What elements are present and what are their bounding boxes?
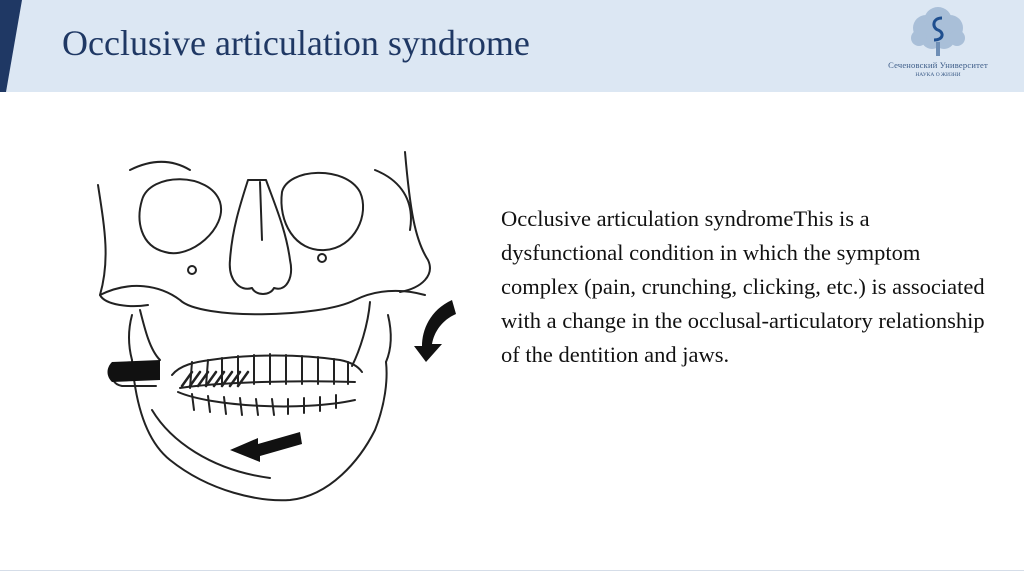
skull-jaw-illustration	[70, 110, 490, 530]
tree-icon	[906, 6, 970, 60]
university-logo	[868, 6, 1008, 86]
footer-divider	[0, 570, 1024, 571]
logo-university-name: Сеченовский Университет	[888, 60, 988, 70]
slide-title: Occlusive articulation syndrome	[62, 23, 530, 63]
logo-motto: НАУКА О ЖИЗНИ	[915, 72, 961, 78]
body-paragraph: Occlusive articulation syndromeThis is a dysfunctional condition in which the symptom complex (pain, crunching, clicking, etc.) is associated with a change in the occlusal-articulatory relationship of the dentition and jaws.	[501, 206, 985, 367]
header-accent-stripe	[0, 0, 26, 92]
header-bar	[0, 0, 1024, 92]
